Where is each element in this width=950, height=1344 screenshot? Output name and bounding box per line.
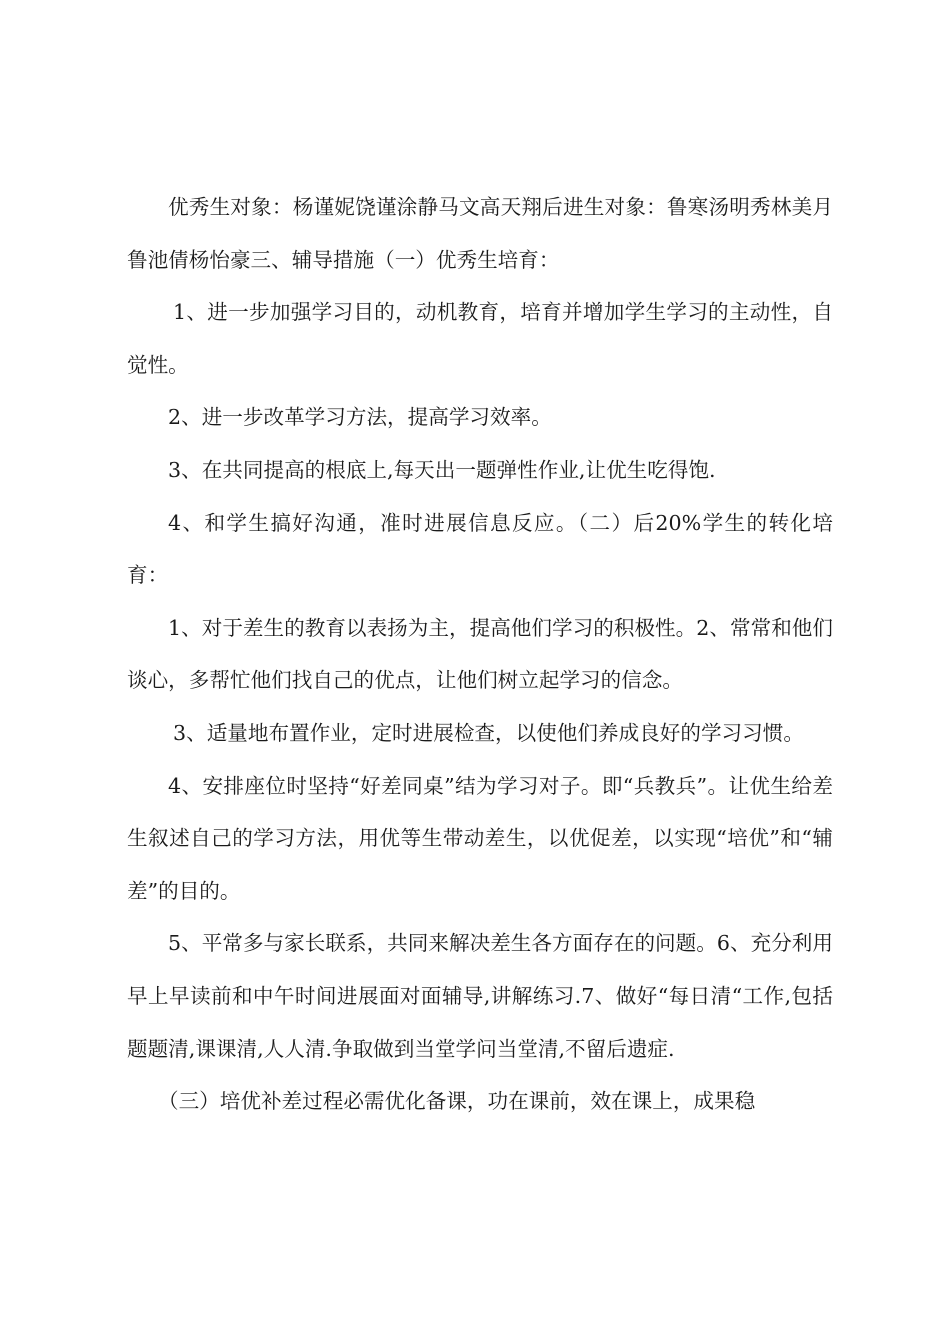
paragraph-measure-1: 1、进一步加强学习目的，动机教育，培育并增加学生学习的主动性，自觉性。 — [127, 300, 833, 377]
paragraph-remedial-4: 4、安排座位时坚持“好差同桌”结为学习对子。即“兵教兵”。让优生给差生叙述自己的学习方法，用优等生带动差生，以优促差，以实现“培优”和“辅差”的目的。 — [127, 773, 833, 903]
paragraph-measure-2: 2、进一步改革学习方法，提高学习效率。 — [168, 405, 552, 430]
paragraph-remedial-3: 3、适量地布置作业，定时进展检查，以使他们养成良好的学习习惯。 — [173, 720, 804, 745]
paragraph-section-three: （三）培优补差过程必需优化备课，功在课前，效在课上，成果稳 — [158, 1089, 756, 1114]
paragraph-remedial-5-7: 5、平常多与家长联系，共同来解决差生各方面存在的问题。6、充分利用早上早读前和中午时间进展面对面辅导,讲解练习.7、做好“每日清“工作,包括题题清,课课清,人人清.争取做到当堂学问当堂清,不留后遗症. — [127, 931, 833, 1061]
paragraph-student-lists: 优秀生对象：杨谨妮饶谨涂静马文高天翔后进生对象：鲁寒汤明秀林美月鲁池倩杨怡豪三、辅导措施（一）优秀生培育： — [127, 195, 833, 272]
paragraph-measure-3: 3、在共同提高的根底上,每天出一题弹性作业,让优生吃得饱. — [168, 457, 716, 482]
paragraph-remedial-1-2: 1、对于差生的教育以表扬为主，提高他们学习的积极性。2、常常和他们谈心，多帮忙他们找自己的优点，让他们树立起学习的信念。 — [127, 615, 833, 693]
paragraph-measure-4: 4、和学生搞好沟通，准时进展信息反应。（二）后20%学生的转化培育： — [127, 510, 833, 588]
document-body — [127, 181, 833, 1128]
